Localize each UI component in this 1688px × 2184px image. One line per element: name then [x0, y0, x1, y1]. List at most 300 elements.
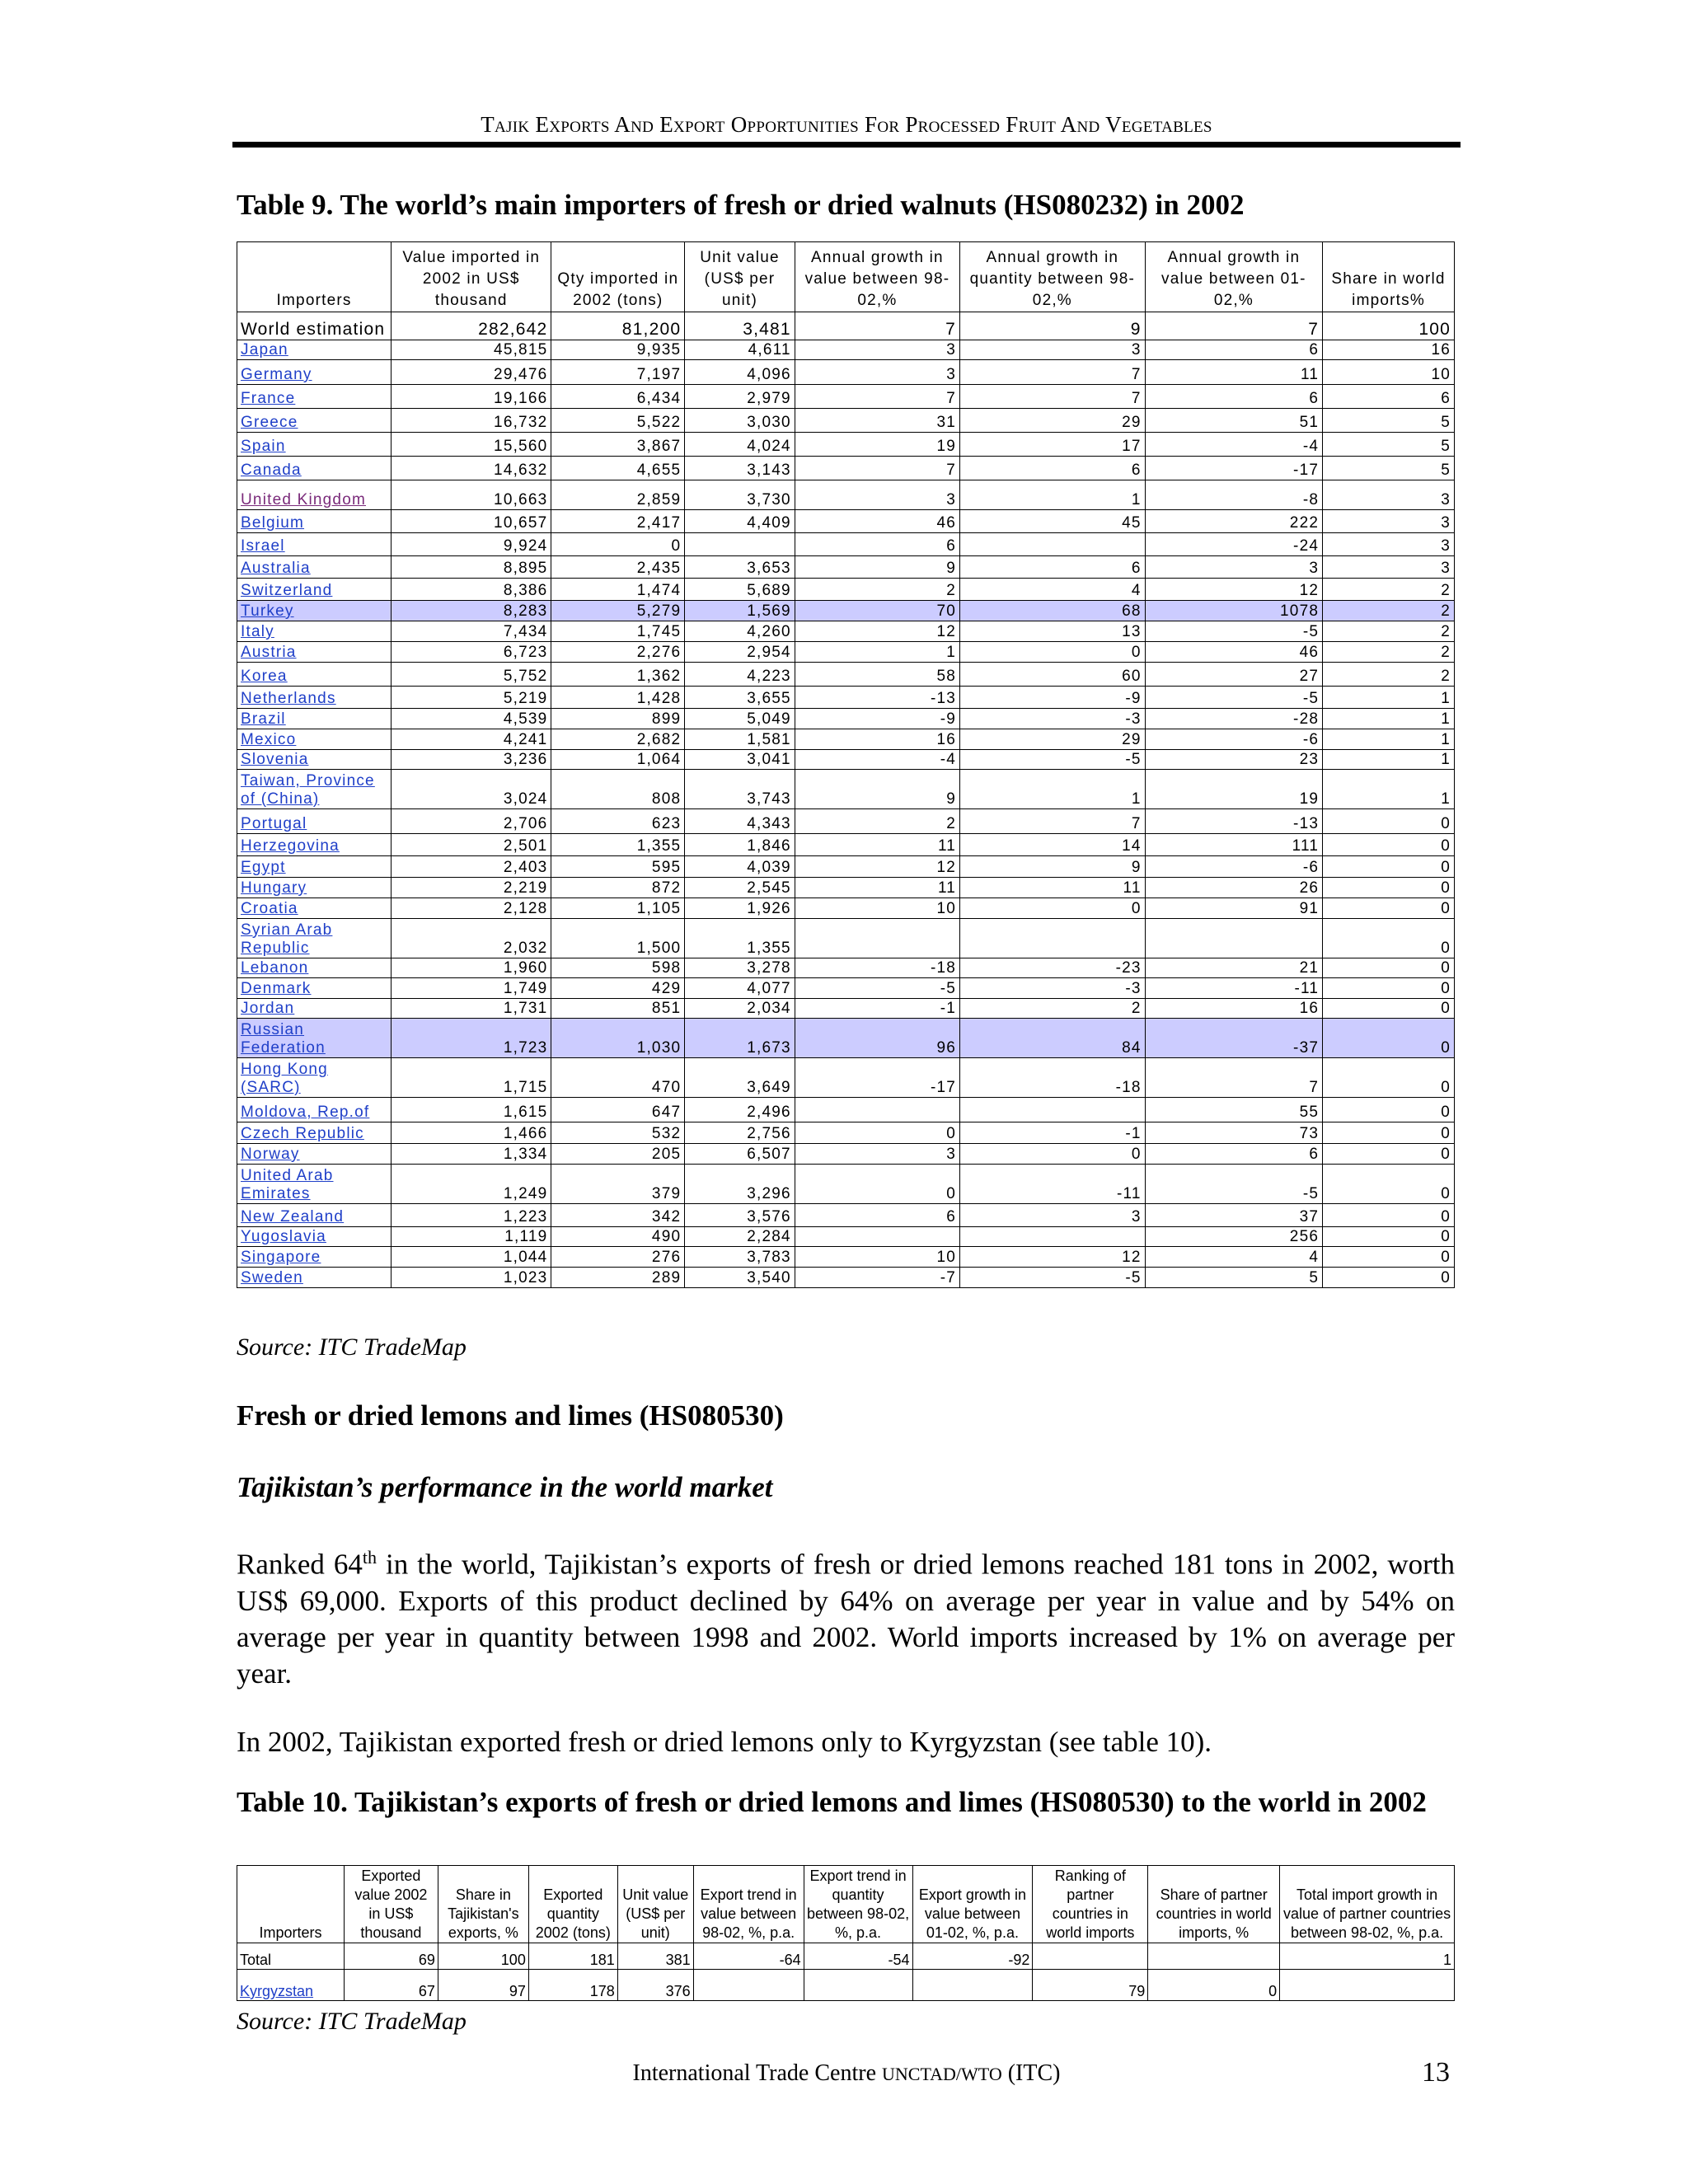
table-row: [237, 709, 1455, 729]
value-cell: 7: [960, 809, 1146, 834]
value-cell: 4,039: [685, 856, 795, 878]
value-cell: 9: [960, 312, 1146, 340]
table10-col-header: Share in Tajikistan's exports, %: [438, 1866, 528, 1943]
value-cell: 100: [438, 1943, 528, 1970]
value-cell: 7,434: [392, 621, 551, 642]
value-cell: 899: [551, 709, 685, 729]
value-cell: 4: [1145, 1247, 1322, 1268]
table9-col-header: Annual growth in value between 01-02,%: [1145, 242, 1322, 312]
value-cell: 6: [795, 1204, 959, 1227]
table-row: [237, 601, 1455, 621]
value-cell: 29: [960, 729, 1146, 750]
importer-cell: [237, 1098, 392, 1122]
value-cell: -24: [1145, 533, 1322, 556]
value-cell: 1: [1323, 709, 1455, 729]
value-cell: -17: [1145, 457, 1322, 480]
value-cell: 6,723: [392, 642, 551, 663]
importer-cell: [237, 1268, 392, 1288]
value-cell: 0: [795, 1122, 959, 1144]
value-cell: 96: [795, 1019, 959, 1058]
value-cell: 4,655: [551, 457, 685, 480]
value-cell: 4,409: [685, 510, 795, 533]
value-cell: 0: [1323, 898, 1455, 919]
value-cell: [1033, 1943, 1148, 1970]
value-cell: 2,417: [551, 510, 685, 533]
country-link[interactable]: Israel: [241, 537, 285, 555]
value-cell: 3,030: [685, 409, 795, 433]
table-row: [237, 958, 1455, 978]
country-link[interactable]: Canada: [241, 462, 302, 479]
value-cell: [685, 533, 795, 556]
value-cell: 2,435: [551, 556, 685, 579]
value-cell: 1,723: [392, 1019, 551, 1058]
country-link[interactable]: Syrian Arab Republic: [241, 921, 333, 957]
value-cell: 3,743: [685, 770, 795, 809]
value-cell: 79: [1033, 1970, 1148, 2001]
value-cell: 0: [960, 1144, 1146, 1165]
table-row: [237, 1098, 1455, 1122]
table-row: [237, 729, 1455, 750]
value-cell: 2,034: [685, 999, 795, 1019]
table-row: [237, 1019, 1455, 1058]
importer-cell: [237, 999, 392, 1019]
table9-col-header: Unit value (US$ per unit): [685, 242, 795, 312]
value-cell: 4,096: [685, 360, 795, 385]
value-cell: 1,474: [551, 579, 685, 601]
table-row: [237, 579, 1455, 601]
value-cell: 69: [344, 1943, 438, 1970]
value-cell: 16,732: [392, 409, 551, 433]
country-link[interactable]: Czech Republic: [241, 1125, 364, 1142]
value-cell: 289: [551, 1268, 685, 1288]
value-cell: 3,481: [685, 312, 795, 340]
value-cell: 2,756: [685, 1122, 795, 1144]
value-cell: 6: [1145, 1144, 1322, 1165]
value-cell: 11: [1145, 360, 1322, 385]
importer-cell: [237, 1165, 392, 1204]
table-row: [237, 409, 1455, 433]
value-cell: 37: [1145, 1204, 1322, 1227]
value-cell: 0: [1323, 1247, 1455, 1268]
value-cell: 23: [1145, 750, 1322, 770]
country-link[interactable]: United Arab Emirates: [241, 1167, 334, 1202]
importer-cell: [237, 898, 392, 919]
value-cell: -6: [1145, 856, 1322, 878]
country-link[interactable]: Australia: [241, 560, 311, 577]
value-cell: 2,128: [392, 898, 551, 919]
value-cell: 595: [551, 856, 685, 878]
value-cell: 0: [1323, 1144, 1455, 1165]
table-row: [237, 1247, 1455, 1268]
value-cell: 81,200: [551, 312, 685, 340]
country-link[interactable]: Portugal: [241, 815, 307, 832]
value-cell: 3,783: [685, 1247, 795, 1268]
importer-cell: [237, 809, 392, 834]
table-row: [237, 999, 1455, 1019]
value-cell: 4,077: [685, 978, 795, 999]
value-cell: 256: [1145, 1227, 1322, 1247]
importer-cell: [237, 856, 392, 878]
value-cell: 0: [1323, 1019, 1455, 1058]
value-cell: 342: [551, 1204, 685, 1227]
value-cell: 26: [1145, 878, 1322, 898]
table-row: [237, 809, 1455, 834]
country-link[interactable]: Korea: [241, 668, 288, 685]
importer-cell: [237, 1019, 392, 1058]
importer-cell: World estimation: [237, 312, 392, 340]
value-cell: 4,611: [685, 340, 795, 360]
value-cell: 67: [344, 1970, 438, 2001]
country-link[interactable]: Yugoslavia: [241, 1228, 326, 1245]
value-cell: 0: [795, 1165, 959, 1204]
table-row: [237, 457, 1455, 480]
value-cell: 0: [1323, 1058, 1455, 1098]
value-cell: 3: [1145, 556, 1322, 579]
value-cell: 2: [1323, 601, 1455, 621]
country-link[interactable]: Belgium: [241, 514, 305, 532]
country-link[interactable]: Herzegovina: [241, 837, 340, 855]
importer-cell: [237, 340, 392, 360]
value-cell: 73: [1145, 1122, 1322, 1144]
value-cell: 3: [1323, 556, 1455, 579]
country-link[interactable]: Croatia: [241, 900, 298, 917]
value-cell: 7: [795, 312, 959, 340]
country-link[interactable]: Germany: [241, 366, 312, 383]
value-cell: 1: [1323, 729, 1455, 750]
value-cell: 1: [1323, 750, 1455, 770]
value-cell: 1: [960, 770, 1146, 809]
value-cell: [693, 1970, 804, 2001]
value-cell: 3,649: [685, 1058, 795, 1098]
table9-col-header: Annual growth in value between 98-02,%: [795, 242, 959, 312]
value-cell: [1148, 1943, 1280, 1970]
value-cell: 0: [1323, 999, 1455, 1019]
value-cell: -8: [1145, 480, 1322, 510]
value-cell: 3: [1323, 480, 1455, 510]
value-cell: -5: [960, 750, 1146, 770]
table9-world-row: [237, 312, 1455, 340]
country-link[interactable]: Kyrgyzstan: [240, 1983, 314, 1999]
table-row: [237, 687, 1455, 709]
value-cell: 3: [795, 340, 959, 360]
value-cell: 1,466: [392, 1122, 551, 1144]
value-cell: 10,657: [392, 510, 551, 533]
value-cell: 1,355: [551, 834, 685, 856]
value-cell: 1,223: [392, 1204, 551, 1227]
importer-cell: [237, 1970, 345, 2001]
value-cell: 1: [1280, 1943, 1455, 1970]
value-cell: -5: [960, 1268, 1146, 1288]
table-row: [237, 510, 1455, 533]
value-cell: [804, 1970, 912, 2001]
importer-cell: [237, 409, 392, 433]
value-cell: 51: [1145, 409, 1322, 433]
value-cell: 3,041: [685, 750, 795, 770]
value-cell: -11: [960, 1165, 1146, 1204]
value-cell: 2: [1323, 579, 1455, 601]
importer-cell: [237, 663, 392, 687]
value-cell: 19: [1145, 770, 1322, 809]
table-row: [237, 878, 1455, 898]
value-cell: 4,223: [685, 663, 795, 687]
table-row: [237, 533, 1455, 556]
country-link[interactable]: Hungary: [241, 879, 307, 897]
table-row: [237, 750, 1455, 770]
value-cell: [960, 1098, 1146, 1122]
value-cell: 3: [1323, 510, 1455, 533]
value-cell: 851: [551, 999, 685, 1019]
value-cell: 5: [1145, 1268, 1322, 1288]
country-link[interactable]: France: [241, 390, 296, 407]
value-cell: 2,403: [392, 856, 551, 878]
value-cell: 46: [795, 510, 959, 533]
value-cell: 222: [1145, 510, 1322, 533]
value-cell: 5: [1323, 457, 1455, 480]
importer-cell: [237, 1227, 392, 1247]
table9-source: Source: ITC TradeMap: [237, 1333, 467, 1361]
value-cell: 376: [617, 1970, 693, 2001]
value-cell: -5: [795, 978, 959, 999]
country-link[interactable]: Denmark: [241, 980, 312, 997]
table-row: [237, 621, 1455, 642]
value-cell: 490: [551, 1227, 685, 1247]
value-cell: 3,653: [685, 556, 795, 579]
value-cell: 58: [795, 663, 959, 687]
value-cell: -7: [795, 1268, 959, 1288]
value-cell: 14: [960, 834, 1146, 856]
section-subheading: Tajikistan’s performance in the world market: [237, 1471, 773, 1503]
importer-cell: [237, 878, 392, 898]
value-cell: 0: [1323, 978, 1455, 999]
country-link[interactable]: Hong Kong (SARC): [241, 1061, 328, 1096]
value-cell: -37: [1145, 1019, 1322, 1058]
value-cell: 7,197: [551, 360, 685, 385]
importer-cell: [237, 770, 392, 809]
importer-cell: [237, 601, 392, 621]
value-cell: 2,979: [685, 385, 795, 409]
country-link[interactable]: Austria: [241, 644, 297, 661]
table-row: [237, 1058, 1455, 1098]
value-cell: 2,219: [392, 878, 551, 898]
value-cell: 2,545: [685, 878, 795, 898]
country-link[interactable]: Lebanon: [241, 959, 309, 977]
value-cell: [1145, 919, 1322, 958]
importer-cell: [237, 834, 392, 856]
table-row: [237, 919, 1455, 958]
table10-col-header: Export growth in value between 01-02, %, p.a.: [912, 1866, 1033, 1943]
running-header: Tajik Exports And Export Opportunities For Processed Fruit And Vegetables: [481, 112, 1212, 137]
value-cell: 0: [1323, 834, 1455, 856]
table10-col-header: Exported quantity 2002 (tons): [528, 1866, 617, 1943]
value-cell: 0: [1323, 919, 1455, 958]
importer-cell: [237, 480, 392, 510]
table-row: [237, 1165, 1455, 1204]
value-cell: 1,581: [685, 729, 795, 750]
value-cell: -3: [960, 978, 1146, 999]
country-link[interactable]: New Zealand: [241, 1208, 345, 1226]
value-cell: 2,682: [551, 729, 685, 750]
table10-col-header: Importers: [237, 1866, 345, 1943]
value-cell: 10: [795, 1247, 959, 1268]
country-link[interactable]: Mexico: [241, 731, 297, 748]
country-link[interactable]: Moldova, Rep.of: [241, 1104, 370, 1121]
value-cell: 3: [795, 360, 959, 385]
value-cell: -92: [912, 1943, 1033, 1970]
importer-cell: [237, 360, 392, 385]
importer-cell: [237, 919, 392, 958]
country-link[interactable]: Turkey: [241, 602, 294, 620]
value-cell: 623: [551, 809, 685, 834]
value-cell: 12: [795, 856, 959, 878]
importer-cell: [237, 1058, 392, 1098]
country-link[interactable]: Netherlands: [241, 690, 336, 707]
value-cell: [960, 1227, 1146, 1247]
table10-col-header: Export trend in value between 98-02, %, p.a.: [693, 1866, 804, 1943]
value-cell: -1: [960, 1122, 1146, 1144]
value-cell: 2: [960, 999, 1146, 1019]
table-row: [237, 978, 1455, 999]
value-cell: 5,752: [392, 663, 551, 687]
value-cell: 55: [1145, 1098, 1322, 1122]
value-cell: 532: [551, 1122, 685, 1144]
value-cell: 2,284: [685, 1227, 795, 1247]
paragraph-ranking: [237, 1540, 1455, 1692]
value-cell: 1,119: [392, 1227, 551, 1247]
value-cell: 84: [960, 1019, 1146, 1058]
value-cell: 6: [1145, 340, 1322, 360]
value-cell: 808: [551, 770, 685, 809]
importer-cell: [237, 642, 392, 663]
country-link[interactable]: United Kingdom: [241, 491, 366, 509]
value-cell: 282,642: [392, 312, 551, 340]
value-cell: 2: [1323, 663, 1455, 687]
value-cell: 0: [1323, 1204, 1455, 1227]
country-link[interactable]: Slovenia: [241, 751, 309, 768]
value-cell: 4,024: [685, 433, 795, 457]
importer-cell: [237, 385, 392, 409]
value-cell: 1,355: [685, 919, 795, 958]
value-cell: 6: [960, 457, 1146, 480]
value-cell: 0: [1323, 809, 1455, 834]
value-cell: 91: [1145, 898, 1322, 919]
value-cell: 3,730: [685, 480, 795, 510]
value-cell: 19,166: [392, 385, 551, 409]
value-cell: 11: [795, 834, 959, 856]
value-cell: 0: [1323, 958, 1455, 978]
value-cell: -6: [1145, 729, 1322, 750]
importer-cell: [237, 621, 392, 642]
value-cell: 178: [528, 1970, 617, 2001]
value-cell: -9: [795, 709, 959, 729]
value-cell: 1,044: [392, 1247, 551, 1268]
value-cell: -3: [960, 709, 1146, 729]
value-cell: 21: [1145, 958, 1322, 978]
country-link[interactable]: Taiwan, Province of (China): [241, 772, 375, 808]
value-cell: 6: [1323, 385, 1455, 409]
value-cell: -18: [960, 1058, 1146, 1098]
value-cell: 2,954: [685, 642, 795, 663]
table-row: [237, 663, 1455, 687]
country-link[interactable]: Norway: [241, 1146, 300, 1163]
value-cell: 7: [1145, 312, 1322, 340]
country-link[interactable]: Jordan: [241, 1000, 295, 1017]
value-cell: [795, 919, 959, 958]
value-cell: 2,859: [551, 480, 685, 510]
importer-cell: [237, 978, 392, 999]
value-cell: 60: [960, 663, 1146, 687]
value-cell: 0: [960, 898, 1146, 919]
value-cell: [960, 533, 1146, 556]
value-cell: 1,249: [392, 1165, 551, 1204]
value-cell: 0: [1323, 1227, 1455, 1247]
value-cell: 3: [795, 1144, 959, 1165]
country-link[interactable]: Switzerland: [241, 582, 333, 599]
country-link[interactable]: Greece: [241, 414, 298, 431]
value-cell: 11: [960, 878, 1146, 898]
table9-col-header: Share in world imports%: [1323, 242, 1455, 312]
value-cell: 3,540: [685, 1268, 795, 1288]
value-cell: 2,501: [392, 834, 551, 856]
table10-col-header: Share of partner countries in world imports, %: [1148, 1866, 1280, 1943]
table9-col-header: Annual growth in quantity between 98-02,%: [960, 242, 1146, 312]
value-cell: -28: [1145, 709, 1322, 729]
value-cell: 1,334: [392, 1144, 551, 1165]
value-cell: 1,105: [551, 898, 685, 919]
value-cell: 9: [795, 556, 959, 579]
page-footer: [232, 2060, 1461, 2087]
value-cell: 0: [1323, 1098, 1455, 1122]
value-cell: 1: [960, 480, 1146, 510]
value-cell: 0: [551, 533, 685, 556]
value-cell: 647: [551, 1098, 685, 1122]
country-link[interactable]: Sweden: [241, 1269, 303, 1286]
value-cell: 1,569: [685, 601, 795, 621]
table-row: [237, 360, 1455, 385]
value-cell: 6,434: [551, 385, 685, 409]
country-link[interactable]: Singapore: [241, 1249, 321, 1266]
value-cell: 2,032: [392, 919, 551, 958]
value-cell: -18: [795, 958, 959, 978]
value-cell: 0: [1323, 856, 1455, 878]
value-cell: [795, 1227, 959, 1247]
value-cell: 1,731: [392, 999, 551, 1019]
table-row: [237, 1144, 1455, 1165]
value-cell: -64: [693, 1943, 804, 1970]
country-link[interactable]: Spain: [241, 438, 286, 455]
country-link[interactable]: Egypt: [241, 859, 286, 876]
importer-cell: [237, 729, 392, 750]
value-cell: 0: [1323, 1122, 1455, 1144]
value-cell: 16: [1145, 999, 1322, 1019]
value-cell: 45,815: [392, 340, 551, 360]
value-cell: 1,362: [551, 663, 685, 687]
value-cell: 1: [795, 642, 959, 663]
table-row: [237, 642, 1455, 663]
table-row: [237, 556, 1455, 579]
footer-org: UNCTAD/WTO: [882, 2064, 1002, 2084]
value-cell: 12: [795, 621, 959, 642]
country-link[interactable]: Japan: [241, 341, 288, 359]
country-link[interactable]: Brazil: [241, 710, 286, 728]
value-cell: 5,279: [551, 601, 685, 621]
value-cell: 7: [795, 385, 959, 409]
country-link[interactable]: Italy: [241, 623, 274, 640]
table-row: [237, 1268, 1455, 1288]
table10-lemon-exports: [237, 1865, 1455, 2001]
value-cell: 46: [1145, 642, 1322, 663]
country-link[interactable]: Russian Federation: [241, 1021, 326, 1057]
value-cell: 1,745: [551, 621, 685, 642]
